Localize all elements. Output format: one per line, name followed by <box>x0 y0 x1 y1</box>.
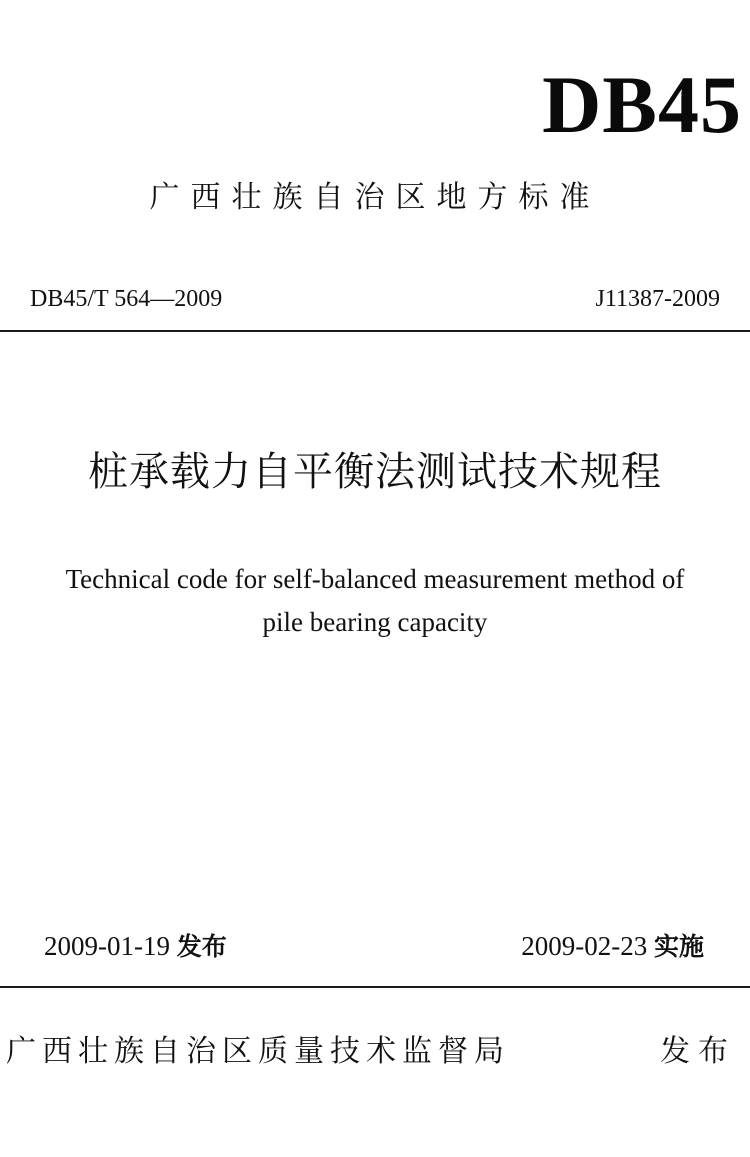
document-number: DB45/T 564—2009 <box>30 286 223 312</box>
implementation-date-block <box>521 933 704 960</box>
bottom-divider <box>0 986 750 988</box>
top-divider <box>0 330 750 332</box>
issue-label: 发布 <box>176 932 227 961</box>
record-number: J11387-2009 <box>595 286 720 312</box>
issue-date-block <box>44 933 227 960</box>
document-title-en <box>0 558 750 644</box>
document-title-en-line2: pile bearing capacity <box>262 607 488 637</box>
standard-code: DB45 <box>542 59 742 150</box>
region-standard-label: 广西壮族自治区地方标准 <box>149 180 601 215</box>
implementation-label: 实施 <box>653 932 704 961</box>
implementation-date: 2009-02-23 <box>521 931 648 961</box>
issue-date: 2009-01-19 <box>44 931 170 961</box>
issuing-authority: 广西壮族自治区质量技术监督局 <box>6 1034 510 1069</box>
document-title-en-line1: Technical code for self-balanced measurement method of <box>65 564 685 594</box>
document-title-cn: 桩承载力自平衡法测试技术规程 <box>88 449 662 495</box>
issuing-action: 发布 <box>660 1034 736 1069</box>
